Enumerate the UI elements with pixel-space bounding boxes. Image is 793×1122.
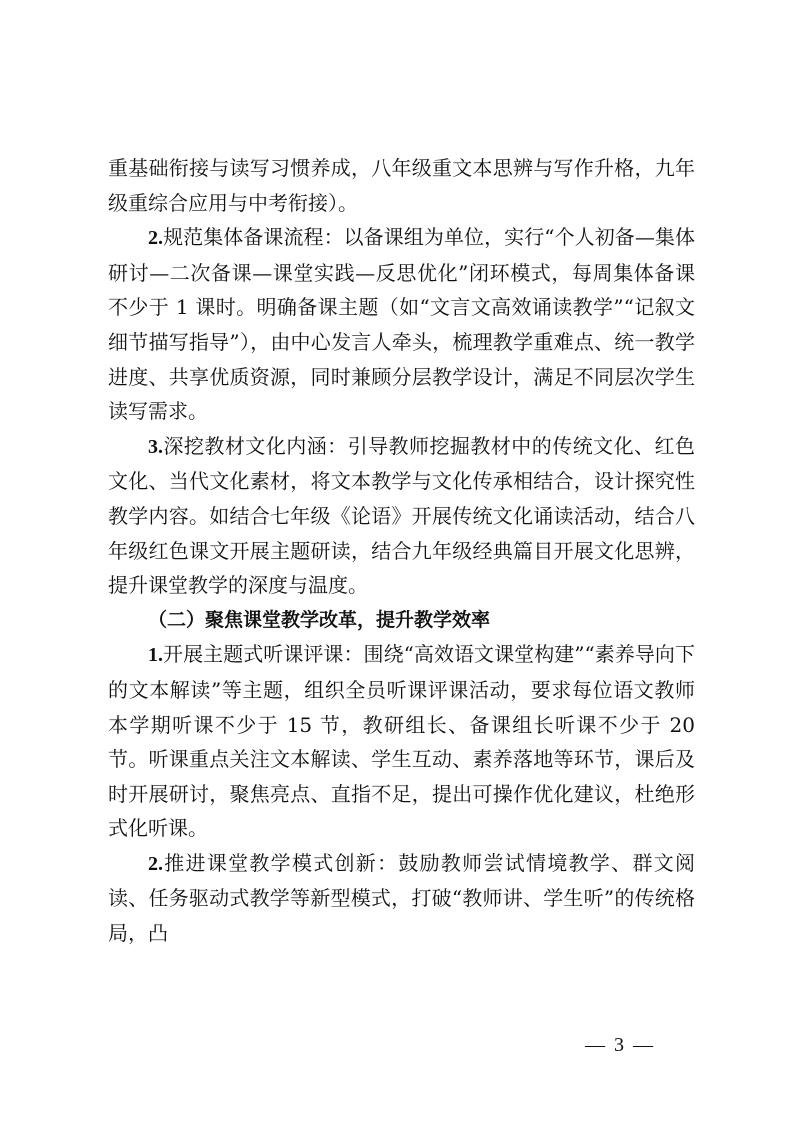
- item-number: 2.: [148, 852, 163, 875]
- page-number: — 3 —: [585, 1034, 655, 1056]
- paragraph-lesson-observation: [108, 637, 695, 846]
- paragraph-text: 重基础衔接与读写习惯养成，八年级重文本思辨与写作升格，九年级重综合应用与中考衔接）。: [108, 156, 695, 215]
- section-heading: （二）聚焦课堂教学改革，提升教学效率: [148, 608, 491, 631]
- item-number: 2.: [148, 227, 163, 250]
- paragraph-text: 开展主题式听课评课：围绕“高效语文课堂构建”“素养导向下的文本解读”等主题，组织全员听课评课活动，要求每位语文教师本学期听课不少于 15 节，教研组长、备课组长听课不少于 20 节。听课重点关注文本解读、学生互动、素养落地等环节，课后及时开展研讨，聚焦亮点、直指不足，提出可操作优化建议，杜绝形式化听课。: [108, 642, 695, 841]
- paragraph-text: 推进课堂教学模式创新：鼓励教师尝试情境教学、群文阅读、任务驱动式教学等新型模式，打破“教师讲、学生听”的传统格局，凸: [108, 850, 695, 946]
- paragraph-text: 深挖教材文化内涵：引导教师挖掘教材中的传统文化、红色文化、当代文化素材，将文本教学与文化传承相结合，设计探究性教学内容。如结合七年级《论语》开展传统文化诵读活动，结合八年级红色课文开展主题研读，结合九年级经典篇目开展文化思辨，提升课堂教学的深度与温度。: [108, 433, 695, 598]
- paragraph-textbook-culture: [108, 429, 695, 603]
- document-body: [108, 151, 695, 951]
- item-number: 3.: [148, 435, 163, 458]
- item-number: 1.: [148, 644, 163, 667]
- paragraph-continuation: [108, 151, 695, 220]
- paragraph-collective-lesson-planning: [108, 220, 695, 429]
- paragraph-text: 规范集体备课流程：以备课组为单位，实行“个人初备—集体研讨—二次备课—课堂实践—反思优化”闭环模式，每周集体备课不少于 1 课时。明确备课主题（如“文言文高效诵读教学”“记叙文细节描写指导”），由中心发言人牵头，梳理教学重难点、统一教学进度、共享优质资源，同时兼顾分层教学设计，满足不同层次学生读写需求。: [108, 225, 695, 424]
- paragraph-teaching-mode-innovation: [108, 846, 695, 951]
